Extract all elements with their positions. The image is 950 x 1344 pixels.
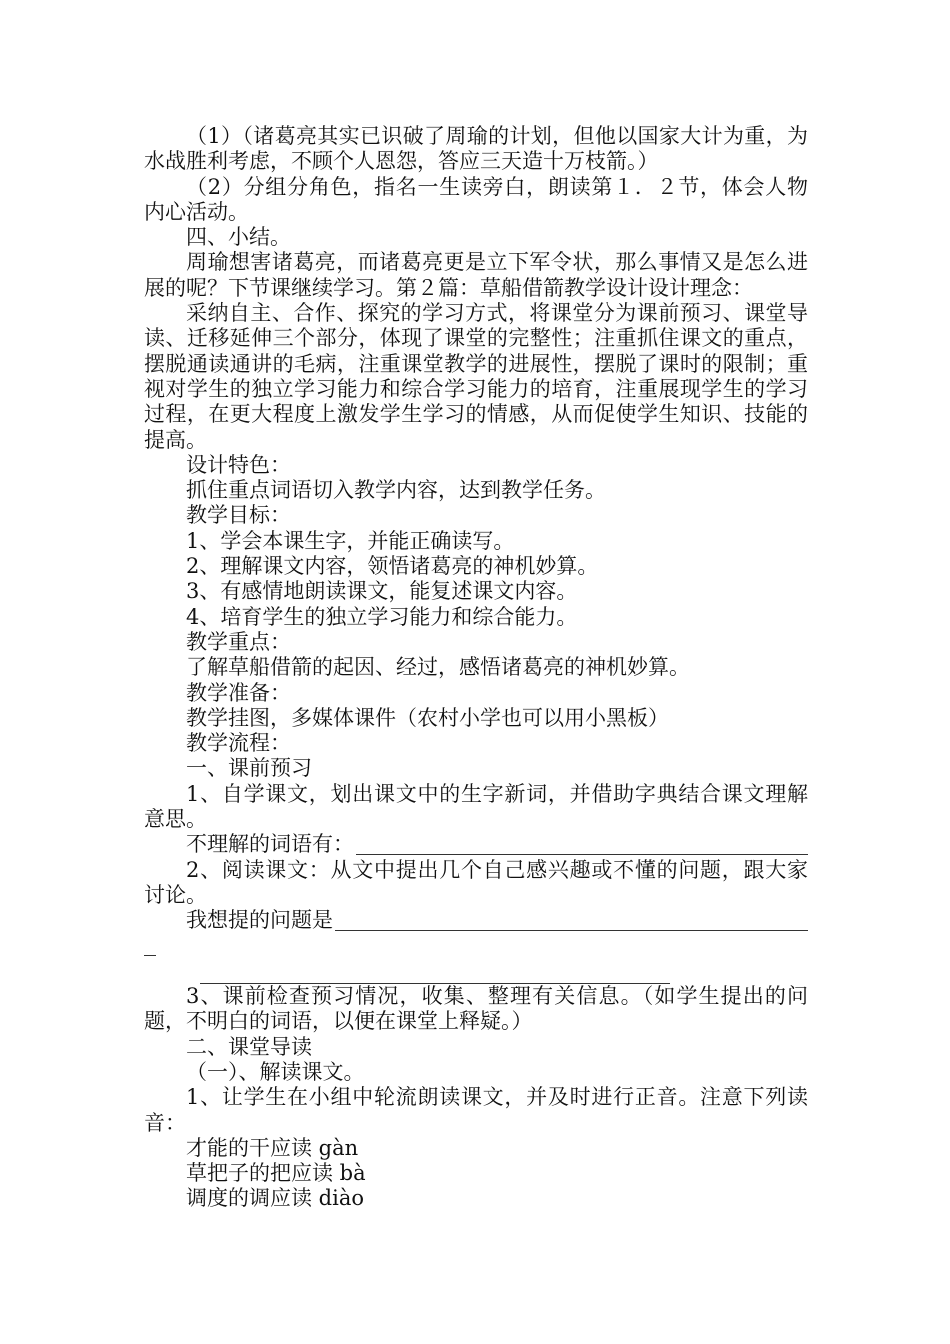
document-body	[144, 124, 808, 1212]
list-item: 3、课前检查预习情况，收集、整理有关信息。（如学生提出的问题，不明白的词语，以便在课堂上释疑。）	[144, 984, 808, 1034]
list-item: 3、有感情地朗读课文，能复述课文内容。	[186, 579, 578, 604]
pronunciation-note: 调度的调应读 diào	[186, 1186, 364, 1211]
fill-in-question-blank-second-line	[144, 959, 808, 984]
list-item: 1、学会本课生字，并能正确读写。	[186, 528, 515, 553]
section-heading: 教学目标：	[186, 503, 291, 528]
blank-stub-line	[144, 955, 156, 956]
paragraph: 抓住重点词语切入教学内容，达到教学任务。	[186, 478, 606, 503]
list-item: 1、自学课文，划出课文中的生字新词，并借助字典结合课文理解意思。	[144, 781, 808, 832]
list-item: 2、理解课文内容，领悟诸葛亮的神机妙算。	[186, 554, 599, 579]
section-heading: 二、课堂导读	[186, 1034, 312, 1059]
section-heading: 教学准备：	[186, 680, 291, 705]
section-heading: 教学重点：	[186, 629, 291, 654]
fill-in-question-blank	[335, 930, 808, 931]
section-heading: 教学流程：	[186, 731, 291, 756]
fill-in-question-blank-continuation	[144, 934, 808, 959]
paragraph: （2）分组分角色，指名一生读旁白，朗读第１．２节，体会人物内心活动。	[144, 174, 808, 224]
list-item: 4、培育学生的独立学习能力和综合能力。	[186, 604, 578, 629]
fill-in-question-row	[144, 908, 808, 933]
list-item: 1、让学生在小组中轮流朗读课文，并及时进行正音。注意下列读音：	[144, 1085, 808, 1135]
pronunciation-note: 才能的干应读 gàn	[186, 1135, 359, 1160]
section-heading: 一、课前预习	[186, 756, 312, 781]
section-heading: 四、小结。	[186, 225, 291, 250]
pronunciation-note: 草把子的把应读 bà	[186, 1161, 366, 1186]
fill-in-words-row	[144, 832, 808, 857]
paragraph: 采纳自主、合作、探究的学习方式，将课堂分为课前预习、课堂导读、迁移延伸三个部分，体现了课堂的完整性；注重抓住课文的重点，摆脱通读通讲的毛病，注重课堂教学的进展性，摆脱了课时的限制；重视对学生的独立学习能力和综合学习能力的培育，注重展现学生的学习过程，在更大程度上激发学生学习的情感，从而促使学生知识、技能的提高。	[144, 301, 808, 452]
paragraph: 周瑜想害诸葛亮，而诸葛亮更是立下军令状，那么事情又是怎么进展的呢？下节课继续学习。第２篇：草船借箭教学设计设计理念：	[144, 250, 808, 300]
fill-in-words-label: 不理解的词语有：	[186, 832, 354, 857]
fill-in-words-blank	[356, 854, 808, 855]
blank-second-line	[200, 983, 670, 984]
subsection-heading: （一）、解读课文。	[186, 1059, 365, 1084]
paragraph: 了解草船借箭的起因、经过，感悟诸葛亮的神机妙算。	[186, 655, 690, 680]
list-item: 2、阅读课文：从文中提出几个自己感兴趣或不懂的问题，跟大家讨论。	[144, 857, 808, 907]
paragraph: 教学挂图，多媒体课件（农村小学也可以用小黑板）	[186, 705, 669, 730]
fill-in-question-label: 我想提的问题是	[186, 908, 333, 933]
paragraph: （1）（诸葛亮其实已识破了周瑜的计划，但他以国家大计为重，为水战胜利考虑，不顾个人恩怨，答应三天造十万枝箭。）	[144, 124, 808, 174]
section-heading: 设计特色：	[186, 452, 291, 477]
